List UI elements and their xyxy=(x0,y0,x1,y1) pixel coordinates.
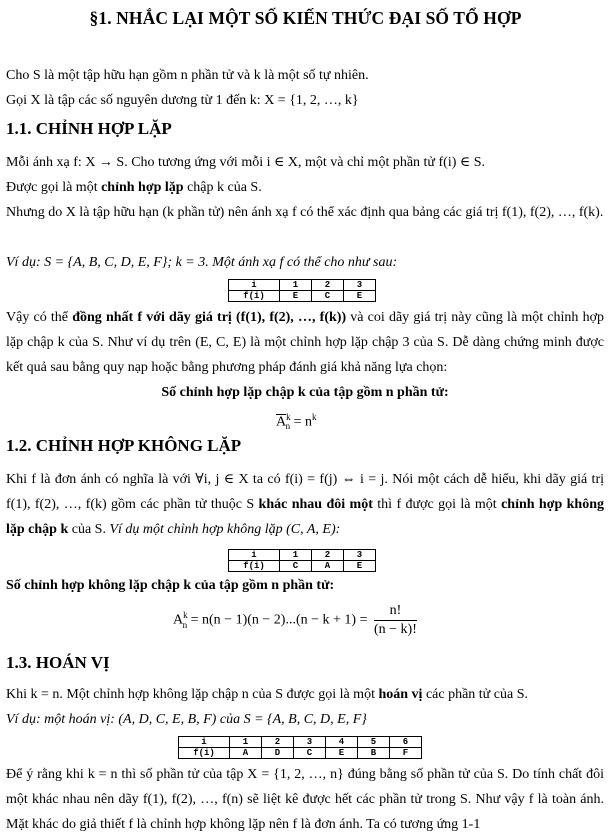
s11-paragraph-1: Mỗi ánh xạ f: X → S. Cho tương ứng với mỗi i ∈ X, một và chỉ một phần tử f(i) ∈ S. xyxy=(6,155,486,170)
s11-paragraph-2: Được gọi là một chỉnh hợp lặp chập k của S. xyxy=(6,180,262,195)
s12-mapping-table xyxy=(228,549,376,572)
s13-paragraph-1: Khi k = n. Một chỉnh hợp không lặp chập n của S được gọi là một hoán vị các phần tử của S. xyxy=(6,687,528,702)
s11-paragraph-4: Vậy có thể đồng nhất f với dãy giá trị (f(1), f(2), …, f(k)) và coi dãy giá trị này cũng là một chỉnh hợp lặp chập k của S. Như ví dụ trên (E, C, E) là một chỉnh hợp lặp chập 3 của S. Dễ dàng chứng minh được kết quả sau bằng quy nạp hoặc bằng phương pháp đánh giá khả năng lựa chọn: xyxy=(6,310,604,375)
s12-paragraph-1: Khi f là đơn ánh có nghĩa là với ∀i, j ∈ X ta có f(i) = f(j) ⇔ i = j. Nói một cách dễ hiểu, khi dãy giá trị f(1), f(2), …, f(k) gồm các phần tử thuộc S khác nhau đôi một thì f được gọi là một chỉnh hợp không lặp chập k của S. Ví dụ một chỉnh hợp không lặp (C, A, E): xyxy=(6,472,604,537)
s12-formula: $A^k_n = n(n - 1)(n - 2)...(n - k + 1)$ = $\frac{n!}{(n - k)!}$ xyxy=(173,603,417,637)
section-heading-1-2: 1.2. CHỈNH HỢP KHÔNG LẶP xyxy=(6,436,242,455)
s13-mapping-table xyxy=(178,736,422,759)
s11-example: Ví dụ: S = {A, B, C, D, E, F}; k = 3. Một ánh xạ f có thể cho như sau: xyxy=(6,255,398,270)
s11-result: Số chỉnh hợp lặp chập k của tập gồm n phần tử: xyxy=(161,385,449,400)
s11-formula: $\overline{A}^k_n = n^k$ xyxy=(276,412,317,432)
table-row: i 1 2 3 xyxy=(229,280,376,291)
table-row: i 1 2 3 4 5 6 xyxy=(179,737,422,748)
s11-paragraph-3: Nhưng do X là tập hữu hạn (k phần tử) nên ánh xạ f có thể xác định qua bảng các giá trị f(1), f(2), …, f(k). xyxy=(6,205,604,220)
page-title: §1. NHẮC LẠI MỘT SỐ KIẾN THỨC ĐẠI SỐ TỔ HỢP xyxy=(89,8,522,28)
section-heading-1-1: 1.1. CHỈNH HỢP LẶP xyxy=(6,119,172,138)
s13-example: Ví dụ: một hoán vị: (A, D, C, E, B, F) của S = {A, B, C, D, E, F} xyxy=(6,712,367,727)
table-row: f(i) A D C E B F xyxy=(179,748,422,759)
table-row: f(i) E C E xyxy=(229,291,376,302)
table-row: f(i) C A E xyxy=(229,561,376,572)
section-heading-1-3: 1.3. HOÁN VỊ xyxy=(6,653,110,672)
s12-result: Số chỉnh hợp không lặp chập k của tập gồm n phần tử: xyxy=(6,578,335,593)
intro-line-1: Cho S là một tập hữu hạn gồm n phần tử và k là một số tự nhiên. xyxy=(6,68,369,83)
table-row: i 1 2 3 xyxy=(229,550,376,561)
s13-paragraph-2: Để ý rằng khi k = n thì số phần tử của tập X = {1, 2, …, n} đúng bằng số phần tử của S. Do tính chất đôi một khác nhau nên dãy f(1), f(2), …, f(n) sẽ liệt kê được hết các phần tử trong S. Như vậy f là toàn ánh. Mặt khác do giả thiết f là chỉnh hợp không lặp nên f là đơn ánh. Ta có tương ứng 1-1 xyxy=(6,767,604,832)
intro-line-2: Gọi X là tập các số nguyên dương từ 1 đến k: X = {1, 2, …, k} xyxy=(6,93,359,108)
s11-mapping-table xyxy=(228,279,376,302)
